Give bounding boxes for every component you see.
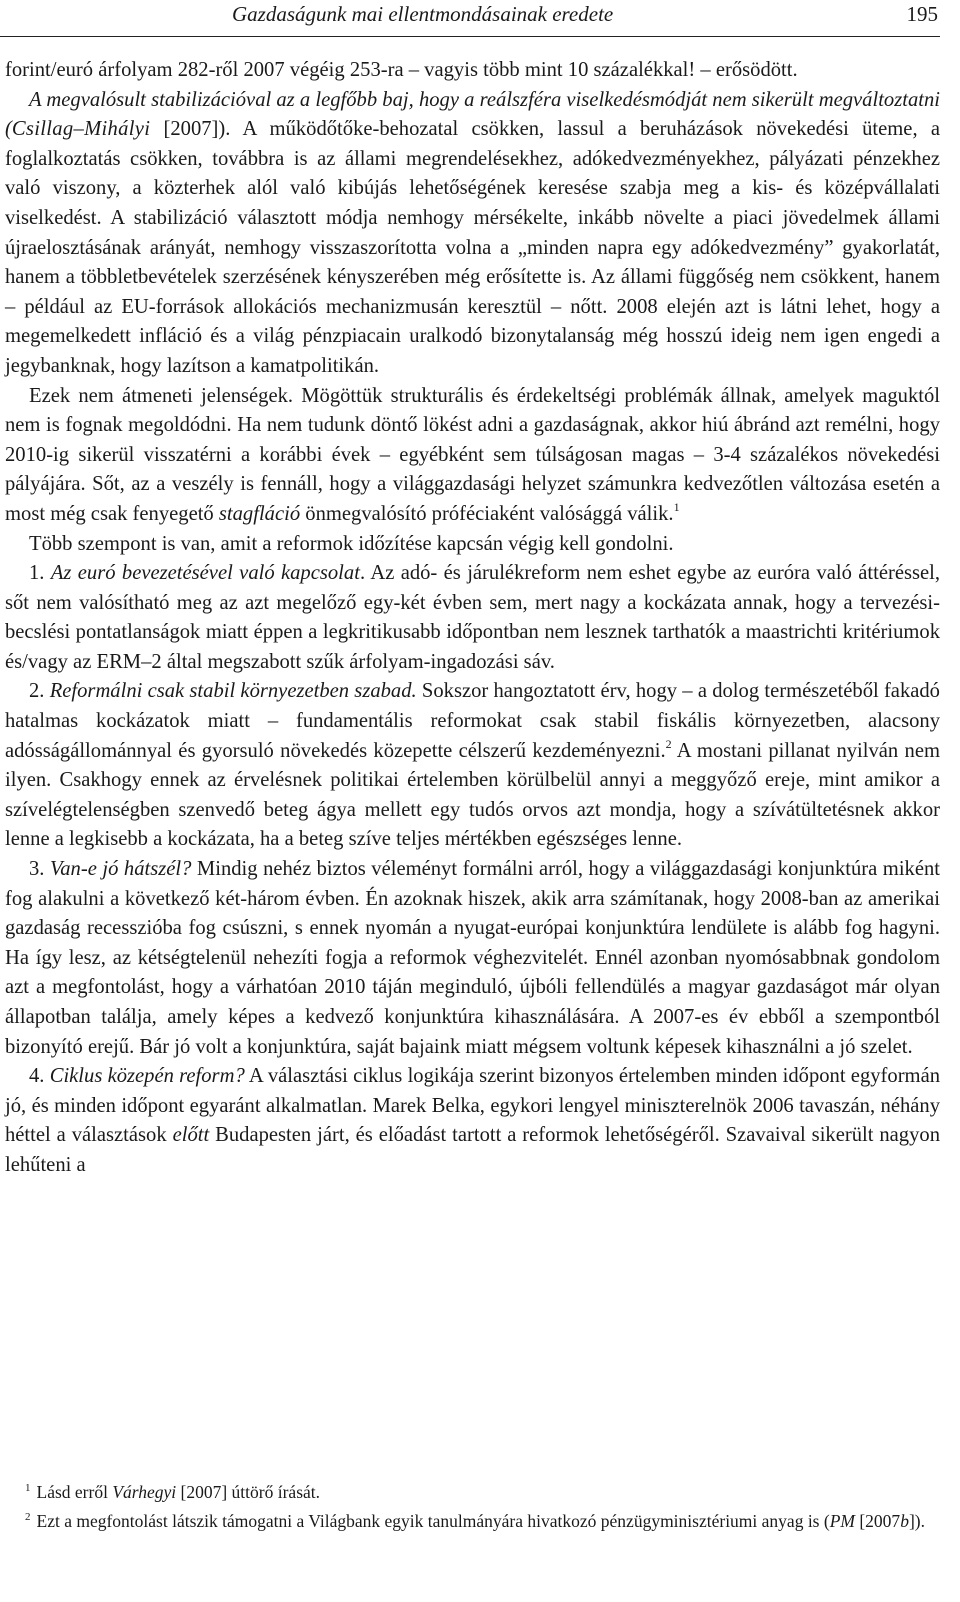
page-number: 195 (906, 2, 938, 26)
citation-year: [2007]). (150, 118, 231, 141)
list-item-3-text: Mindig nehéz biztos véleményt formálni arról, hogy a világgazdasági konjunktúra miként fog alakulni a következő két-három évben. Én azoknak hiszek, akik arra számítanak, hogy 2008-ban az amerikai gazdaság recesszióba fog csúszni, s ennek nyomán a nyugat-európai konjunktúra lendülete is alább fog hagyni. Ha így lesz, az kétségtelenül nehezíti fogja a reformok véghezvitelét. Ennél azonban nyomósabbnak gondolom azt a megfontolást, hogy a várhatóan 2010 táján meginduló, újbóli fellendülés a magyar gazdaságot már olyan állapotban találja, amely képes a kedvező konjunktúra kihasználására. A 2007-es év ebből a szempontból bizonyító erejű. Bár jó volt a konjunktúra, saját bajaink miatt mégsem voltunk képesek kihasználni a jó szelet. (5, 858, 940, 1058)
footnote-ref-1[interactable]: 1 (673, 500, 680, 515)
running-title: Gazdaságunk mai ellentmondásainak eredete (232, 2, 614, 26)
list-item-2-text-a: Sokszor hangoztatott érv, hogy – a dolog természetéből fakadó hatalmas kockázatok miatt – fundamentális reformokat csak stabil fiskális környezetben, alacsony adósságállománnyal és gyorsuló növekedés közepette célszerű kezdeményezni. (5, 680, 940, 762)
paragraph-3-italic: stagfláció (218, 502, 301, 525)
list-item-3 (5, 855, 940, 1062)
list-item-4-number: 4. (29, 1065, 50, 1088)
footnote-1-author: Várhegyi (112, 1482, 177, 1502)
footnote-2-letter: b (900, 1510, 909, 1531)
footnote-2-text-a: Ezt a megfontolást látszik támogatni a Világbank egyik tanulmányára hivatkozó pénzügyminisztériumi anyag is ( (36, 1510, 830, 1531)
footnote-1 (5, 1480, 940, 1505)
list-item-2 (5, 677, 940, 855)
footnote-2-number: 2 (25, 1510, 31, 1523)
paragraph-3-text-b: önmegvalósító próféciaként valósággá válik. (300, 502, 674, 525)
paragraph-4: Több szempont is van, amit a reformok időzítése kapcsán végig kell gondolni. (29, 532, 674, 555)
footnote-2 (5, 1509, 940, 1534)
footnotes (5, 1480, 940, 1533)
list-item-2-number: 2. (29, 680, 50, 703)
footnote-2-text-c: ]). (908, 1510, 925, 1531)
paragraph-2-italic: A megvalósult stabilizációval az a legfőbb baj, hogy a reálszféra viselkedésmódját nem sikerült megváltoztatni ( (5, 88, 940, 141)
body-text (5, 56, 940, 1181)
list-item-4-text-b: Budapesten járt, és előadást tartott a reformok lehetőségéről. Szavaival sikerült nagyon lehűteni a (5, 1124, 940, 1176)
footnote-1-text-b: [2007] úttörő írását. (176, 1482, 321, 1502)
list-item-4 (5, 1062, 940, 1180)
list-item-3-title: Van-e jó hátszél? (49, 858, 192, 881)
list-item-1 (5, 559, 940, 677)
list-item-1-title: Az euró bevezetésével való kapcsolat (50, 562, 360, 585)
list-item-3-number: 3. (29, 858, 50, 881)
paragraph-2-text: A működőtőke-behozatal csökken, lassul a beruházások növekedési üteme, a foglalkoztatás csökken, továbbra is az állami megrendelésekhez, adókedvezményekhez, pályázati pénzekhez való viszony, a közterhek alól való kibújás lehetőségének keresése szabja meg a kis- és középvállalati viselkedést. A stabilizáció választott módja nemhogy mérsékelte, inkább növelte a piaci jövedelmek állami újraelosztásának arányát, nemhogy visszaszorította volna a „minden napra egy adókedvezmény” gyakorlatát, hanem a többletbevételek szerzésének kényszerében még erősítette is. Az állami függőség nem csökkent, hanem – például az EU-források allokációs mechanizmusán keresztül – nőtt. 2008 elején azt is látni lehet, hogy a megemelkedett infláció és a világ pénzpiacain uralkodó bizonytalanság még hosszú ideig nem igen engedi a jegybanknak, hogy lazítson a kamatpolitikán. (5, 118, 940, 377)
footnote-ref-2[interactable]: 2 (665, 736, 672, 751)
footnote-2-author: PM (829, 1510, 855, 1531)
list-item-2-title: Reformálni csak stabil környezetben szabad. (49, 680, 417, 703)
list-item-4-title: Ciklus közepén reform? (49, 1065, 245, 1088)
running-header (0, 0, 940, 37)
footnote-1-number: 1 (25, 1482, 31, 1495)
paragraph-1: forint/euró árfolyam 282-ről 2007 végéig 253-ra – vagyis több mint 10 százalékkal! – erősödött. (5, 59, 798, 81)
paragraph-3 (5, 382, 940, 530)
list-item-4-italic: előtt (172, 1124, 210, 1147)
footnote-2-text-b: [2007 (854, 1510, 901, 1531)
list-item-2-text-b: A mostani pillanat nyilván nem ilyen. Csakhogy ennek az érvelésnek politikai értelemben körülbelül annyi a meggyőző ereje, mint amikor a szívelégtelenségben szenvedő beteg ágya mellett egy tudós orvos azt mondja, hogy a szívátültetésnek akkor lenne a legkisebb a kockázata, ha a beteg szíve teljes mértékben egészséges lenne. (5, 739, 940, 851)
list-item-4-text-a: A választási ciklus logikája szerint bizonyos értelemben minden időpont egyformán jó, és minden időpont egyaránt alkalmatlan. Marek Belka, egykori lengyel miniszterelnök 2006 tavaszán, néhány héttel a választások (5, 1065, 941, 1147)
paragraph-3-text-a: Ezek nem átmeneti jelenségek. Mögöttük strukturális és érdekeltségi problémák állnak, amelyek maguktól nem is fognak megoldódni. Ha nem tudunk döntő lökést adni a gazdaságnak, akkor hiú ábránd azt remélni, hogy 2010-ig sikerül visszatérni a korábbi évek – egyébként sem túlságosan magas – 3-4 százalékos növekedési pályájára. Sőt, az a veszély is fennáll, hogy a világgazdasági helyzet számunkra kedvezőtlen változása esetén a most még csak fenyegető (5, 384, 940, 525)
citation-author: Csillag–Mihályi (11, 118, 151, 141)
list-item-1-text: . Az adó- és járulékreform nem eshet egybe az euróra való áttéréssel, sőt nem valósítható meg az azt megelőző egy-két évben sem, mert nagy a kockázata annak, hogy a tervezési-becslési pontatlanságok miatt éppen a legkritikusabb időpontban nem lesznek tarthatók a maastrichti kritériumok és/vagy az ERM–2 által megszabott szűk árfolyam-ingadozási sáv. (5, 562, 941, 673)
list-item-1-number: 1. (29, 562, 51, 585)
paragraph-2 (5, 86, 940, 382)
footnote-1-text-a: Lásd erről (36, 1482, 113, 1502)
